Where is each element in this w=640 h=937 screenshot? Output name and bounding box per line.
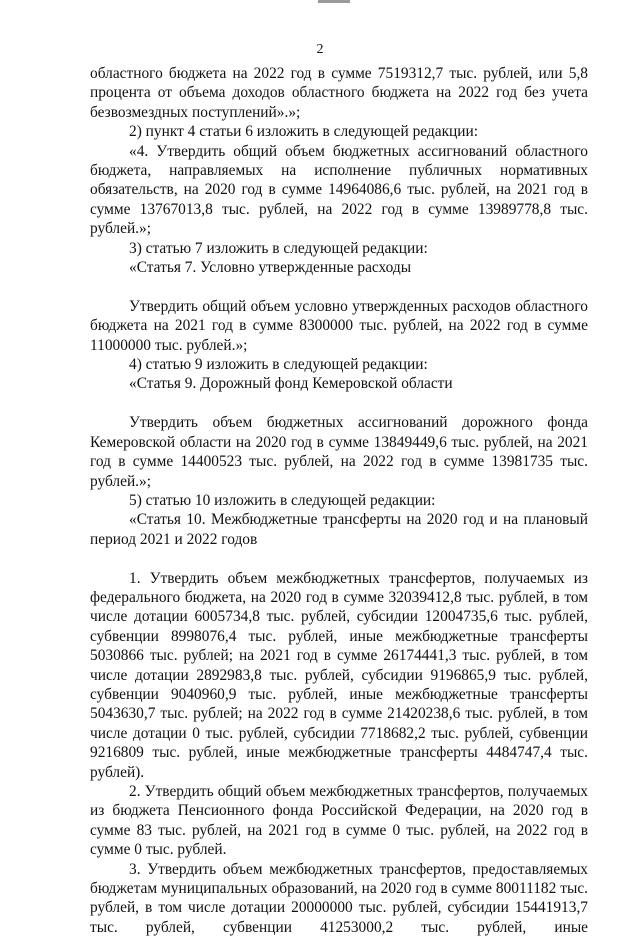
paragraph: «Статья 9. Дорожный фонд Кемеровской области bbox=[129, 375, 453, 393]
paragraph-spacer bbox=[90, 277, 588, 296]
top-edge-mark bbox=[318, 0, 350, 3]
paragraph: 4) статью 9 изложить в следующей редакции: bbox=[129, 356, 428, 374]
paragraph: 3) статью 7 изложить в следующей редакции: bbox=[129, 239, 428, 257]
paragraph: «Статья 7. Условно утвержденные расходы bbox=[129, 259, 412, 277]
paragraph: 2. Утвердить общий объем межбюджетных трансфертов, получаемых из бюджета Пенсионного фонда Российской Федерации, на 2020 год в сумме 83 тыс. рублей, на 2021 год в сумме 0 тыс. рублей, на 2022 год в сумме 0 тыс. рублей. bbox=[90, 782, 588, 859]
paragraph-spacer bbox=[90, 549, 588, 568]
paragraph: 2) пункт 4 статьи 6 изложить в следующей редакции: bbox=[129, 123, 479, 141]
paragraph: 3. Утвердить объем межбюджетных трансфертов, предоставляемых бюджетам муниципальных образований, на 2020 год в сумме 80011182 тыс. рублей, в том числе дотации 20000000 тыс. рублей, субсидии 15441913,7 тыс. рублей, субвенции 41253000,2 тыс. рублей, иные bbox=[90, 860, 588, 936]
paragraph: областного бюджета на 2022 год в сумме 7519312,7 тыс. рублей, или 5,8 процента от объема доходов областного бюджета на 2022 год без учета безвозмездных поступлений».»; bbox=[90, 65, 588, 121]
document-body bbox=[90, 64, 588, 937]
paragraph: Утвердить общий объем условно утвержденных расходов областного бюджета на 2021 год в сумме 8300000 тыс. рублей, на 2022 год в сумме 11000000 тыс. рублей.»; bbox=[90, 297, 588, 354]
page-number: 2 bbox=[316, 42, 324, 57]
paragraph: «Статья 10. Межбюджетные трансферты на 2020 год и на плановый период 2021 и 2022 годов bbox=[90, 511, 588, 548]
paragraph: 5) статью 10 изложить в следующей редакции: bbox=[129, 491, 436, 509]
paragraph-spacer bbox=[90, 394, 588, 413]
paragraph: Утвердить объем бюджетных ассигнований дорожного фонда Кемеровской области на 2020 год в сумме 13849449,6 тыс. рублей, на 2021 год в сумме 14400523 тыс. рублей, на 2022 год в сумме 13981735 тыс. рублей.»; bbox=[90, 414, 588, 490]
paragraph: 1. Утвердить объем межбюджетных трансфертов, получаемых из федерального бюджета, на 2020 год в сумме 32039412,8 тыс. рублей, в том числе дотации 6005734,8 тыс. рублей, субсидии 12004735,6 тыс. рублей, субвенции 8998076,4 тыс. рублей, иные межбюджетные трансферты 5030866 тыс. рублей; на 2021 год в сумме 26174441,3 тыс. рублей, в том числе дотации 2892983,8 тыс. рублей, субсидии 9196865,9 тыс. рублей, субвенции 9040960,9 тыс. рублей, иные межбюджетные трансферты 5043630,7 тыс. рублей; на 2022 год в сумме 21420238,6 тыс. рублей, в том числе дотации 0 тыс. рублей, субсидии 7718682,2 тыс. рублей, субвенции 9216809 тыс. рублей, иные межбюджетные трансферты 4484747,4 тыс. рублей). bbox=[90, 569, 588, 781]
paragraph: «4. Утвердить общий объем бюджетных ассигнований областного бюджета, направляемых на исполнение публичных нормативных обязательств, на 2020 год в сумме 14964086,6 тыс. рублей, на 2021 год в сумме 13767013,8 тыс. рублей, на 2022 год в сумме 13989778,8 тыс. рублей.»; bbox=[90, 142, 588, 238]
